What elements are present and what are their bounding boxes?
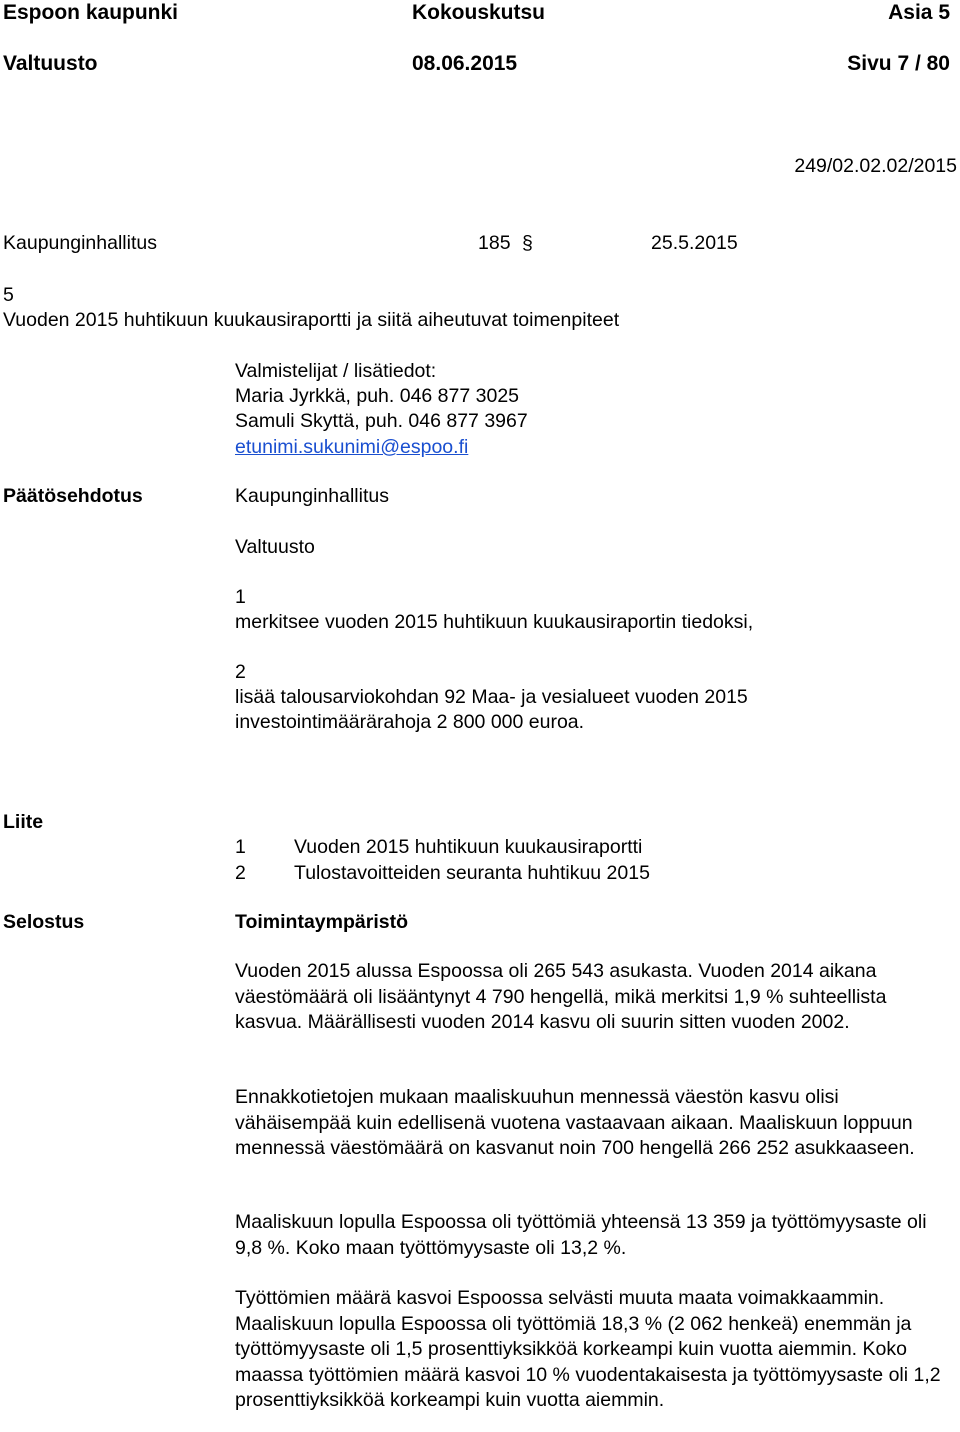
header-body: Valtuusto <box>3 52 98 75</box>
explanation-label: Selostus <box>3 911 85 933</box>
preparers-heading: Valmistelijat / lisätiedot: <box>235 360 437 382</box>
explanation-paragraph: Ennakkotietojen mukaan maaliskuuhun mennessä väestön kasvu olisi vähäisempää kuin edellisenä vuotena vastaavaan aikaan. Maaliskuun loppuun mennessä väestömäärä on kasvanut noin 700 hengellä 266 252 asukkaaseen. <box>235 1086 915 1159</box>
proposal-item-number: 1 <box>235 586 246 608</box>
attachment-title: Vuoden 2015 huhtikuun kuukausiraportti <box>294 836 643 858</box>
preparer-2: Samuli Skyttä, puh. 046 877 3967 <box>235 410 528 432</box>
case-number: 5 <box>3 284 14 306</box>
reference-number: 249/02.02.02/2015 <box>794 155 957 177</box>
proposal-recipient: Valtuusto <box>235 536 315 558</box>
meeting-number: 185 <box>478 232 511 254</box>
explanation-paragraph: Työttömien määrä kasvoi Espoossa selvästi muuta maata voimakkaammin. Maaliskuun lopulla Espoossa oli työttömiä 18,3 % (2 062 henkeä) enemmän ja työttömyysaste oli 1,5 prosenttiyksikköä korkeampi kuin vuotta aiemmin. Koko maassa työttömien määrä kasvoi 10 % vuodentakaisesta ja työttömyysaste oli 1,2 prosenttiyksikköä korkeampi kuin vuotta aiemmin. <box>235 1287 941 1411</box>
preparer-1: Maria Jyrkkä, puh. 046 877 3025 <box>235 385 520 407</box>
meeting-body: Kaupunginhallitus <box>3 232 157 254</box>
attachment-number: 1 <box>235 836 246 858</box>
header-org: Espoon kaupunki <box>3 1 179 24</box>
case-title: Vuoden 2015 huhtikuun kuukausiraportti ja siitä aiheutuvat toimenpiteet <box>3 309 620 331</box>
proposal-item-number: 2 <box>235 661 246 683</box>
explanation-paragraph: Maaliskuun lopulla Espoossa oli työttömiä yhteensä 13 359 ja työttömyysaste oli 9,8 %. Koko maan työttömyysaste oli 13,2 %. <box>235 1211 927 1259</box>
proposal-item-text: lisää talousarviokohdan 92 Maa- ja vesialueet vuoden 2015 <box>235 686 748 708</box>
meeting-date: 25.5.2015 <box>651 232 738 254</box>
header-item: Asia 5 <box>888 1 950 24</box>
attachment-number: 2 <box>235 862 246 884</box>
proposal-label: Päätösehdotus <box>3 485 143 507</box>
header-page: Sivu 7 / 80 <box>847 52 950 75</box>
explanation-heading: Toimintaympäristö <box>235 911 408 933</box>
attachments-label: Liite <box>3 811 44 833</box>
section-mark: § <box>522 232 533 254</box>
explanation-paragraph: Vuoden 2015 alussa Espoossa oli 265 543 asukasta. Vuoden 2014 aikana väestömäärä oli lisääntynyt 4 790 hengellä, mikä merkitsi 1,9 % suhteellista kasvua. Määrällisesti vuoden 2014 kasvu oli suurin sitten vuoden 2002. <box>235 960 887 1033</box>
proposal-item-text-cont: investointimäärärahoja 2 800 000 euroa. <box>235 711 585 733</box>
email-link[interactable]: etunimi.sukunimi@espoo.fi <box>235 436 469 458</box>
header-doc-type: Kokouskutsu <box>412 1 546 24</box>
proposal-proposer: Kaupunginhallitus <box>235 485 389 507</box>
proposal-item-text: merkitsee vuoden 2015 huhtikuun kuukausiraportin tiedoksi, <box>235 611 754 633</box>
header-date: 08.06.2015 <box>412 52 518 75</box>
attachment-title: Tulostavoitteiden seuranta huhtikuu 2015 <box>294 862 650 884</box>
